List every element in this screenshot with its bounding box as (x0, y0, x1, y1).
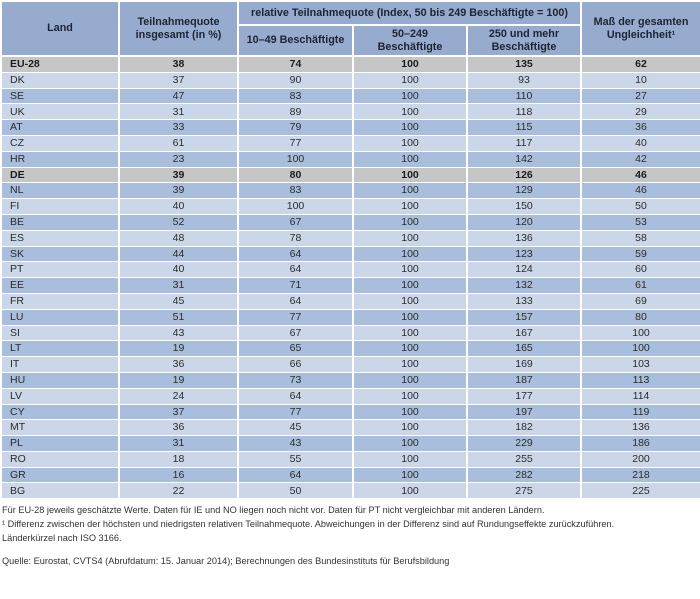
value-cell: 129 (467, 183, 581, 199)
value-cell: 100 (353, 325, 467, 341)
value-cell: 62 (581, 56, 700, 72)
value-cell: 89 (238, 104, 353, 120)
value-cell: 100 (581, 341, 700, 357)
value-cell: 100 (353, 151, 467, 167)
value-cell: 77 (238, 135, 353, 151)
value-cell: 100 (353, 183, 467, 199)
value-cell: 100 (353, 388, 467, 404)
col-header-size-50-249: 50–249 Beschäftigte (353, 25, 467, 56)
value-cell: 64 (238, 246, 353, 262)
value-cell: 42 (581, 151, 700, 167)
country-cell: PL (1, 436, 119, 452)
table-row (1, 104, 700, 120)
country-cell: LV (1, 388, 119, 404)
value-cell: 59 (581, 246, 700, 262)
value-cell: 31 (119, 104, 238, 120)
value-cell: 24 (119, 388, 238, 404)
value-cell: 100 (353, 357, 467, 373)
value-cell: 100 (353, 293, 467, 309)
table-row (1, 88, 700, 104)
value-cell: 19 (119, 372, 238, 388)
table-row (1, 262, 700, 278)
value-cell: 48 (119, 230, 238, 246)
value-cell: 186 (581, 436, 700, 452)
table-row (1, 357, 700, 373)
value-cell: 66 (238, 357, 353, 373)
country-cell: DE (1, 167, 119, 183)
value-cell: 100 (353, 404, 467, 420)
value-cell: 100 (353, 451, 467, 467)
value-cell: 118 (467, 104, 581, 120)
value-cell: 77 (238, 309, 353, 325)
value-cell: 37 (119, 404, 238, 420)
value-cell: 16 (119, 467, 238, 483)
value-cell: 100 (353, 120, 467, 136)
value-cell: 74 (238, 56, 353, 72)
value-cell: 46 (581, 167, 700, 183)
value-cell: 64 (238, 262, 353, 278)
value-cell: 100 (353, 372, 467, 388)
table-row (1, 246, 700, 262)
table-row (1, 151, 700, 167)
value-cell: 36 (119, 420, 238, 436)
value-cell: 51 (119, 309, 238, 325)
value-cell: 177 (467, 388, 581, 404)
country-cell: PT (1, 262, 119, 278)
table-row (1, 72, 700, 88)
footnote-iso: Länderkürzel nach ISO 3166. (2, 532, 122, 543)
value-cell: 100 (353, 230, 467, 246)
value-cell: 83 (238, 88, 353, 104)
value-cell: 10 (581, 72, 700, 88)
value-cell: 100 (353, 420, 467, 436)
table-row (1, 436, 700, 452)
value-cell: 31 (119, 436, 238, 452)
country-cell: NL (1, 183, 119, 199)
value-cell: 100 (353, 88, 467, 104)
col-header-size-10-49: 10–49 Beschäftigte (238, 25, 353, 56)
value-cell: 100 (353, 72, 467, 88)
value-cell: 182 (467, 420, 581, 436)
value-cell: 119 (581, 404, 700, 420)
table-row (1, 230, 700, 246)
table-body (1, 56, 700, 498)
value-cell: 100 (353, 246, 467, 262)
country-cell: SK (1, 246, 119, 262)
value-cell: 225 (581, 483, 700, 499)
value-cell: 39 (119, 167, 238, 183)
value-cell: 53 (581, 214, 700, 230)
value-cell: 136 (581, 420, 700, 436)
value-cell: 37 (119, 72, 238, 88)
value-cell: 60 (581, 262, 700, 278)
value-cell: 61 (119, 135, 238, 151)
table-row (1, 120, 700, 136)
value-cell: 100 (353, 309, 467, 325)
source-line: Quelle: Eurostat, CVTS4 (Abrufdatum: 15. Januar 2014); Berechnungen des Bundesinstituts für Berufsbildung (2, 555, 450, 566)
value-cell: 40 (581, 135, 700, 151)
value-cell: 50 (238, 483, 353, 499)
value-cell: 229 (467, 436, 581, 452)
value-cell: 39 (119, 183, 238, 199)
value-cell: 46 (581, 183, 700, 199)
value-cell: 64 (238, 388, 353, 404)
value-cell: 77 (238, 404, 353, 420)
col-header-total: Teilnahmequote insgesamt (in %) (119, 1, 238, 56)
value-cell: 65 (238, 341, 353, 357)
value-cell: 132 (467, 278, 581, 294)
table-row (1, 293, 700, 309)
value-cell: 19 (119, 341, 238, 357)
value-cell: 90 (238, 72, 353, 88)
value-cell: 136 (467, 230, 581, 246)
value-cell: 27 (581, 88, 700, 104)
value-cell: 58 (581, 230, 700, 246)
value-cell: 100 (353, 278, 467, 294)
value-cell: 200 (581, 451, 700, 467)
value-cell: 80 (238, 167, 353, 183)
value-cell: 100 (353, 214, 467, 230)
value-cell: 64 (238, 467, 353, 483)
value-cell: 100 (581, 325, 700, 341)
country-cell: IT (1, 357, 119, 373)
value-cell: 80 (581, 309, 700, 325)
col-header-relative-group: relative Teilnahmequote (Index, 50 bis 249 Beschäftigte = 100) (238, 1, 581, 25)
value-cell: 100 (353, 104, 467, 120)
value-cell: 55 (238, 451, 353, 467)
table-row (1, 341, 700, 357)
value-cell: 69 (581, 293, 700, 309)
value-cell: 40 (119, 262, 238, 278)
table-row (1, 183, 700, 199)
table-row (1, 388, 700, 404)
country-cell: FR (1, 293, 119, 309)
table-row (1, 483, 700, 499)
country-cell: AT (1, 120, 119, 136)
value-cell: 45 (238, 420, 353, 436)
value-cell: 71 (238, 278, 353, 294)
table-row (1, 309, 700, 325)
value-cell: 113 (581, 372, 700, 388)
value-cell: 47 (119, 88, 238, 104)
table-row (1, 199, 700, 215)
value-cell: 218 (581, 467, 700, 483)
country-cell: HR (1, 151, 119, 167)
value-cell: 120 (467, 214, 581, 230)
col-header-land: Land (1, 1, 119, 56)
country-cell: EU-28 (1, 56, 119, 72)
value-cell: 100 (238, 199, 353, 215)
value-cell: 44 (119, 246, 238, 262)
table-row (1, 135, 700, 151)
value-cell: 40 (119, 199, 238, 215)
value-cell: 275 (467, 483, 581, 499)
value-cell: 114 (581, 388, 700, 404)
value-cell: 79 (238, 120, 353, 136)
table-row (1, 56, 700, 72)
value-cell: 33 (119, 120, 238, 136)
col-header-inequality: Maß der gesamten Ungleichheit¹ (581, 1, 700, 56)
value-cell: 43 (119, 325, 238, 341)
table-row (1, 167, 700, 183)
country-cell: ES (1, 230, 119, 246)
value-cell: 100 (353, 467, 467, 483)
country-cell: MT (1, 420, 119, 436)
value-cell: 197 (467, 404, 581, 420)
value-cell: 78 (238, 230, 353, 246)
footnotes-block (0, 499, 700, 568)
table-row (1, 325, 700, 341)
value-cell: 100 (353, 56, 467, 72)
value-cell: 117 (467, 135, 581, 151)
value-cell: 187 (467, 372, 581, 388)
value-cell: 282 (467, 467, 581, 483)
value-cell: 67 (238, 325, 353, 341)
value-cell: 169 (467, 357, 581, 373)
table-row (1, 372, 700, 388)
table-row (1, 214, 700, 230)
country-cell: CZ (1, 135, 119, 151)
value-cell: 110 (467, 88, 581, 104)
value-cell: 29 (581, 104, 700, 120)
value-cell: 38 (119, 56, 238, 72)
country-cell: HU (1, 372, 119, 388)
value-cell: 64 (238, 293, 353, 309)
country-cell: SI (1, 325, 119, 341)
value-cell: 100 (238, 151, 353, 167)
table-row (1, 404, 700, 420)
value-cell: 52 (119, 214, 238, 230)
value-cell: 142 (467, 151, 581, 167)
value-cell: 103 (581, 357, 700, 373)
value-cell: 45 (119, 293, 238, 309)
value-cell: 124 (467, 262, 581, 278)
value-cell: 133 (467, 293, 581, 309)
value-cell: 22 (119, 483, 238, 499)
value-cell: 255 (467, 451, 581, 467)
value-cell: 165 (467, 341, 581, 357)
value-cell: 50 (581, 199, 700, 215)
table-row (1, 467, 700, 483)
country-cell: GR (1, 467, 119, 483)
value-cell: 36 (119, 357, 238, 373)
col-header-size-250: 250 und mehr Beschäftigte (467, 25, 581, 56)
table-row (1, 278, 700, 294)
table-row (1, 451, 700, 467)
value-cell: 126 (467, 167, 581, 183)
value-cell: 100 (353, 341, 467, 357)
country-cell: DK (1, 72, 119, 88)
value-cell: 167 (467, 325, 581, 341)
country-cell: RO (1, 451, 119, 467)
footnote-1: ¹ Differenz zwischen der höchsten und niedrigsten relativen Teilnahmequote. Abweichungen in der Differenz sind auf Rundungseffekte zurückzuführen. (2, 519, 615, 530)
country-cell: SE (1, 88, 119, 104)
value-cell: 135 (467, 56, 581, 72)
table-row (1, 420, 700, 436)
value-cell: 150 (467, 199, 581, 215)
value-cell: 115 (467, 120, 581, 136)
value-cell: 36 (581, 120, 700, 136)
value-cell: 83 (238, 183, 353, 199)
value-cell: 123 (467, 246, 581, 262)
value-cell: 100 (353, 483, 467, 499)
value-cell: 73 (238, 372, 353, 388)
value-cell: 100 (353, 436, 467, 452)
value-cell: 23 (119, 151, 238, 167)
country-cell: CY (1, 404, 119, 420)
country-cell: BG (1, 483, 119, 499)
value-cell: 93 (467, 72, 581, 88)
value-cell: 100 (353, 167, 467, 183)
value-cell: 100 (353, 199, 467, 215)
country-cell: LT (1, 341, 119, 357)
value-cell: 157 (467, 309, 581, 325)
country-cell: EE (1, 278, 119, 294)
value-cell: 18 (119, 451, 238, 467)
value-cell: 67 (238, 214, 353, 230)
table-header (1, 1, 700, 56)
value-cell: 100 (353, 135, 467, 151)
country-cell: BE (1, 214, 119, 230)
country-cell: FI (1, 199, 119, 215)
value-cell: 61 (581, 278, 700, 294)
country-cell: UK (1, 104, 119, 120)
country-cell: LU (1, 309, 119, 325)
value-cell: 31 (119, 278, 238, 294)
value-cell: 100 (353, 262, 467, 278)
footnote-general: Für EU-28 jeweils geschätzte Werte. Daten für IE und NO liegen noch nicht vor. Daten für PT nicht vergleichbar mit anderen Ländern. (2, 505, 545, 516)
value-cell: 43 (238, 436, 353, 452)
